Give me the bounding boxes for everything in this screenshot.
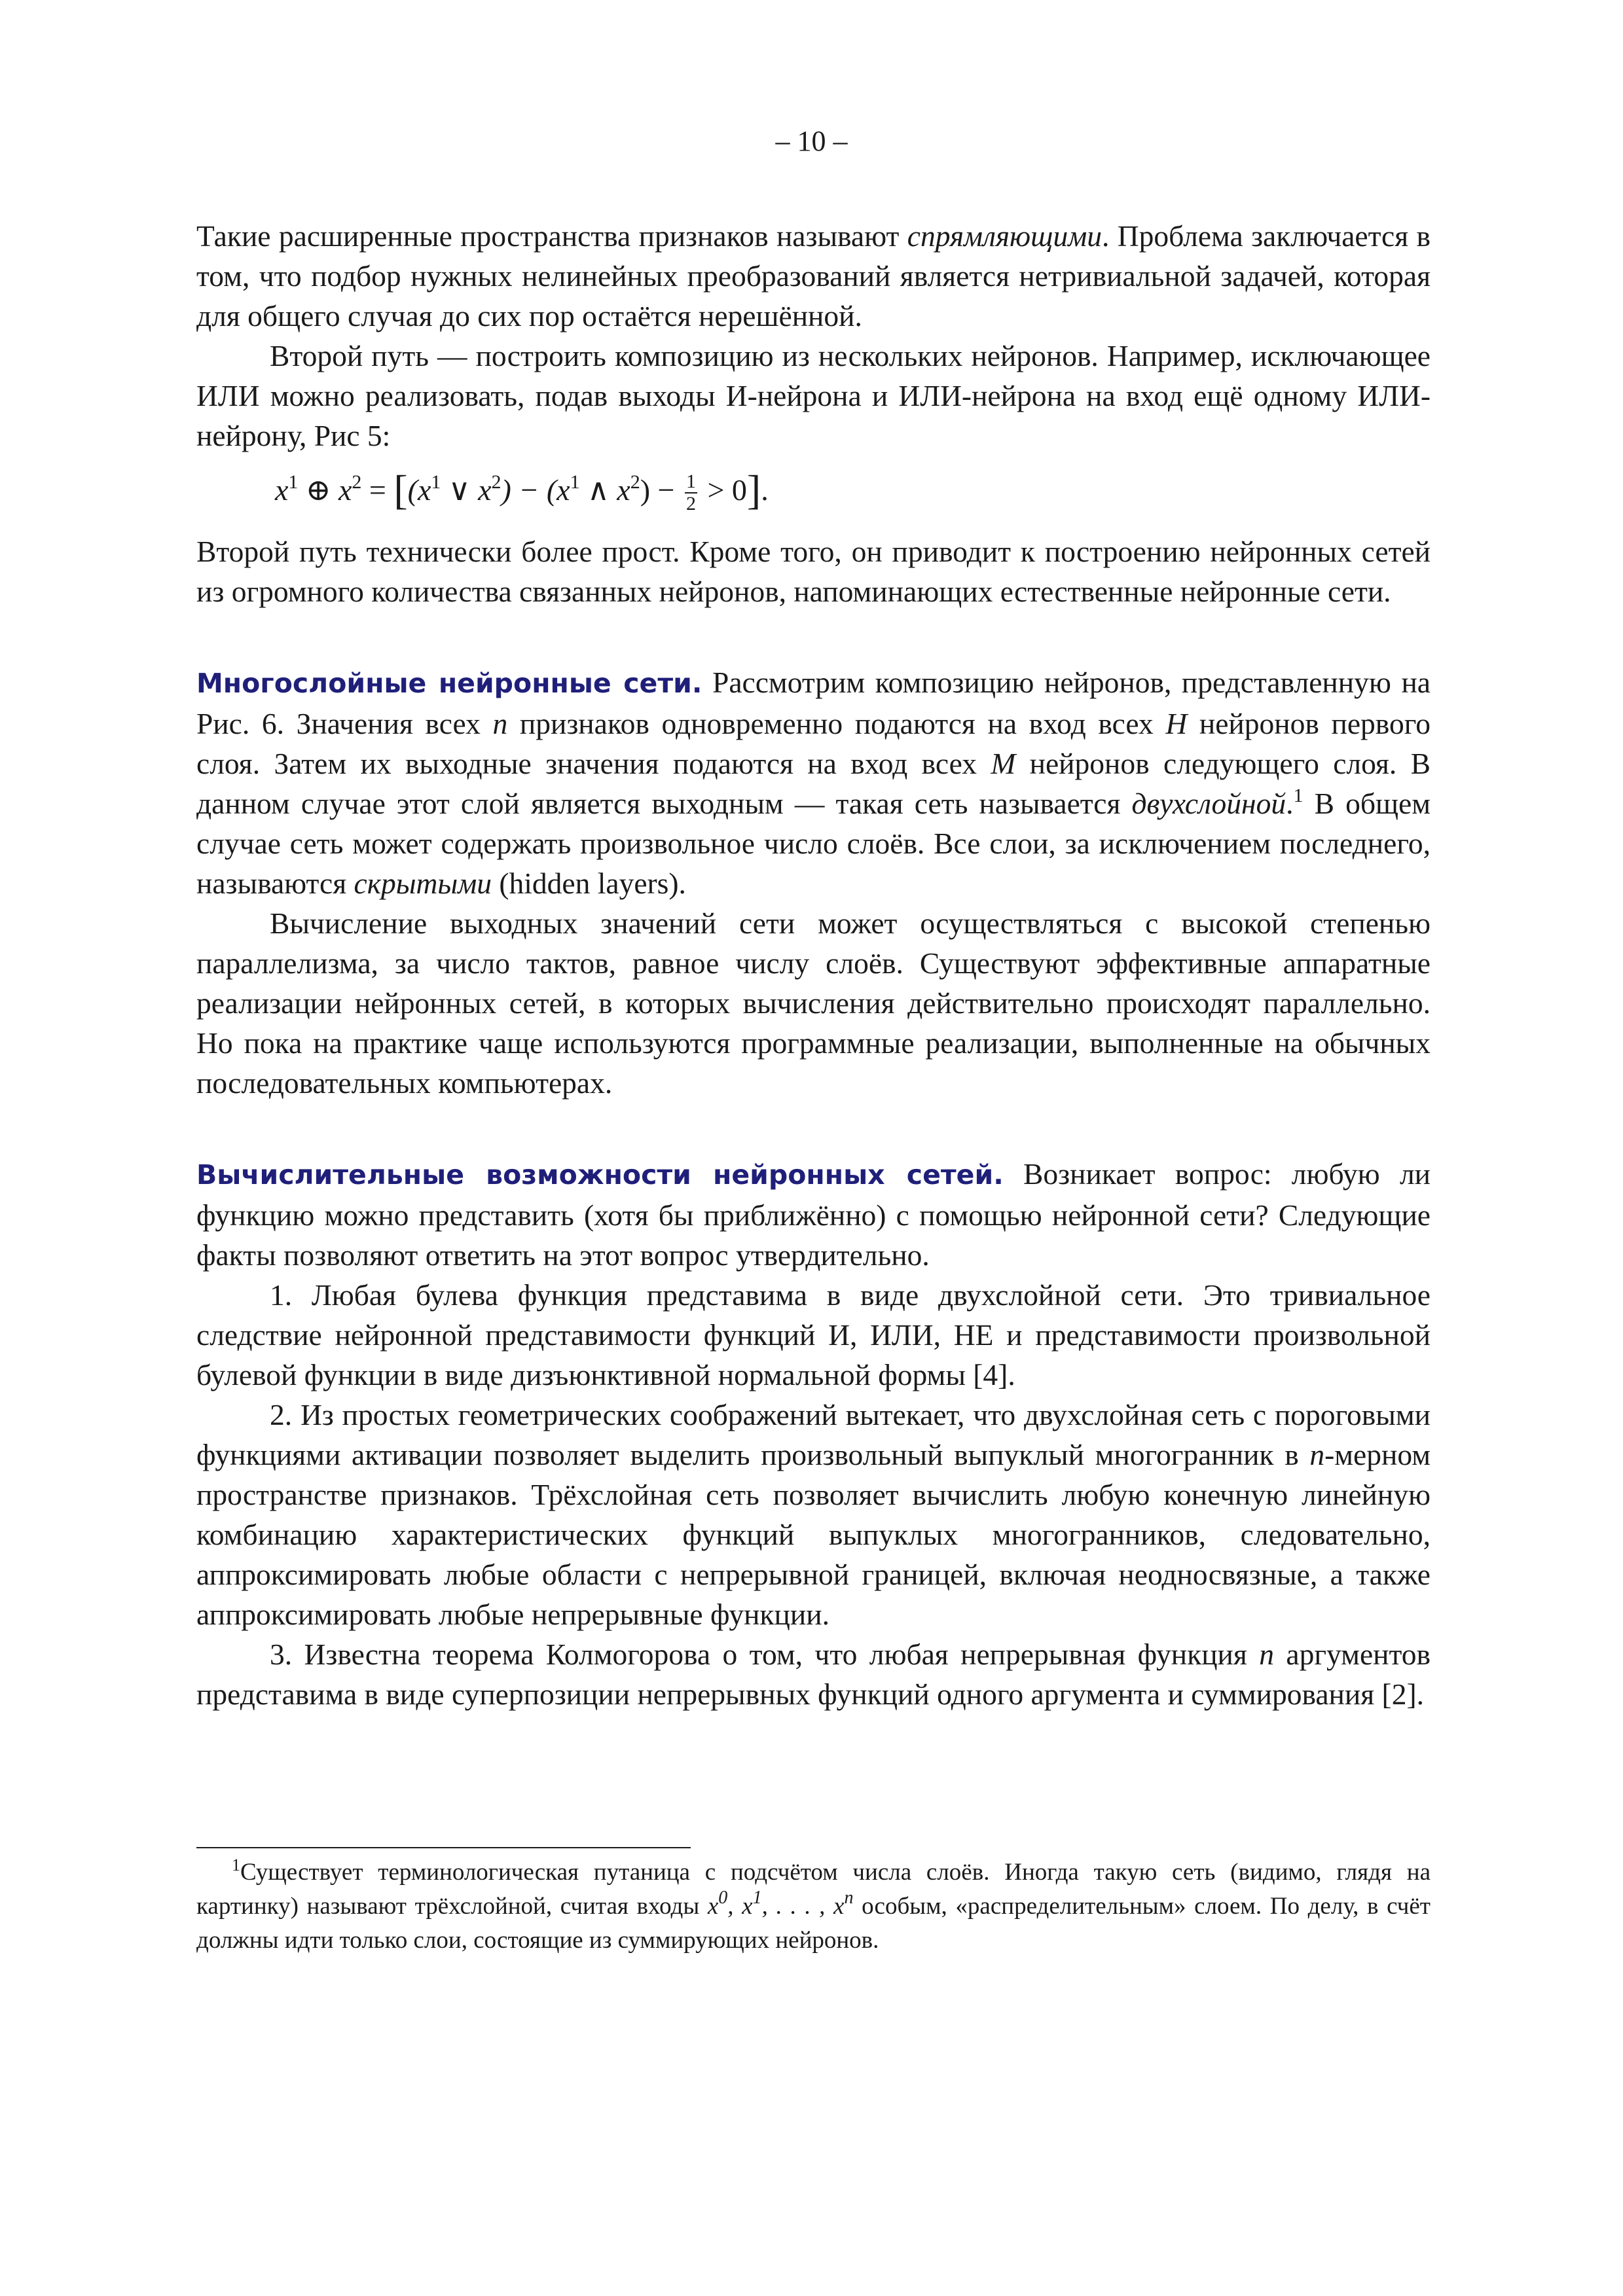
fraction-numerator: 1 [685,471,696,493]
formula-part: ∧ x [579,473,630,507]
formula-part: > 0 [699,473,747,507]
formula-part: x [338,473,352,507]
formula-part: (x [407,473,431,507]
formula-sup: 1 [288,471,299,493]
paragraph-text: Рассмотрим композицию нейронов, представленную на Рис. 6. Значения всех [196,666,1431,741]
math-inline [707,1888,854,1920]
paragraph-capabilities [196,1154,1431,1275]
page-number: – 10 – [775,125,848,157]
paragraph-text: нейронов следующего слоя. В данном случае этот слой является выходным — такая сеть называется [196,747,1431,821]
formula-sup: 1 [752,1888,762,1908]
paragraph-text: . [1286,787,1294,821]
footnote-ref[interactable]: 1 [1293,785,1304,807]
body-text [196,216,1431,1714]
formula-sup: 2 [630,471,640,493]
formula-sup: 1 [570,471,580,493]
formula-sup: 2 [491,471,501,493]
formula-sup: 2 [352,471,362,493]
paragraph-text: признаков одновременно подаются на вход всех [507,707,1166,741]
formula-part: ) − (x [501,473,570,507]
formula-sup: 0 [718,1888,728,1908]
formula-part: x [707,1893,719,1920]
list-item: 1. Любая булева функция представима в виде двухслойной сети. Это тривиальное следствие нейронной представимости функций И, ИЛИ, НЕ и представимости произвольной булевой функции в виде дизъюнктивной нормальной формы [4]. [196,1278,1431,1392]
formula-sup: 1 [431,471,441,493]
math-var: n [492,707,508,741]
formula-sup: n [844,1888,854,1908]
paragraph-rectifying-spaces [196,216,1431,336]
paragraph-second-way: Второй путь — построить композицию из нескольких нейронов. Например, исключающее ИЛИ можно реализовать, подав выходы И-нейрона и ИЛИ-нейрона на вход ещё одному ИЛИ-нейрону, Рис 5: [196,339,1431,452]
emphasis-term: спрямляющими [907,219,1103,253]
section-heading-multilayer: Многослойные нейронные сети. [196,668,702,700]
formula-part: ∨ x [441,473,492,507]
formula-fraction [685,471,697,514]
paragraph-multilayer [196,662,1431,903]
formula-part: , . . . , x [761,1893,845,1920]
math-var: n [1309,1438,1325,1472]
paragraph-text: нейронов первого слоя. Затем их выходные значения подаются на вход всех [196,707,1431,781]
paragraph-parallel: Вычисление выходных значений сети может осуществляться с высокой степенью параллелизма, за число тактов, равное числу слоёв. Существуют эффективные аппаратные реализации нейронных сетей, в которых вычисления действительно происходят параллельно. Но пока на практике чаще используются программные реализации, выполненные на обычных последовательных компьютерах. [196,906,1431,1100]
paragraph-text: 3. Известна теорема Колмогорова о том, что любая непрерывная функция [270,1638,1260,1672]
formula-part: ) − [640,473,682,507]
paragraph-technically-simpler: Второй путь технически более прост. Кроме того, он приводит к построению нейронных сетей из огромного количества связанных нейронов, напоминающих естественные нейронные сети. [196,535,1431,609]
emphasis-term: двухслойной [1131,787,1286,821]
formula-part: , x [727,1893,753,1920]
paragraph-text: 2. Из простых геометрических соображений вытекает, что двухслойная сеть с пороговыми функциями активации позволяет выделить произвольный выпуклый многогранник в [196,1398,1431,1472]
paragraph-text: -мерном пространстве признаков. Трёхслойная сеть позволяет вычислить любую конечную линейную комбинацию характеристических функций выпуклых многогранников, следовательно, аппроксимировать любые области с непрерывной границей, включая неодносвязные, а также аппроксимировать любые непрерывные функции. [196,1438,1431,1632]
paragraph-text: особым, «распределительным» слоем. По делу, в счёт должны идти только слои, состоящие из суммирующих нейронов. [196,1893,1431,1954]
list-item [196,1395,1431,1634]
paragraph-text: аргументов представима в виде суперпозиции непрерывных функций одного аргумента и суммирования [2]. [196,1638,1431,1712]
section-heading-capabilities: Вычислительные возможности нейронных сетей. [196,1159,1004,1191]
paragraph-text: Возникает вопрос: любую ли функцию можно представить (хотя бы приближённо) с помощью нейронной сети? Следующие факты позволяют ответить на этот вопрос утвердительно. [196,1157,1431,1272]
xor-formula [275,467,1431,515]
emphasis-term: скрытыми [354,867,492,901]
paragraph-text: . Проблема заключается в том, что подбор нужных нелинейных преобразований является нетривиальной задачей, которая для общего случая до сих пор остаётся нерешённой. [196,219,1431,332]
paragraph-text: Такие расширенные пространства признаков называют [196,219,907,253]
paragraph-text: Существует терминологическая путаница с подсчётом числа слоёв. Иногда такую сеть (видимо, глядя на картинку) называют трёхслойной, считая входы [196,1859,1431,1920]
footnote-mark: 1 [232,1856,240,1874]
math-var: H [1165,707,1188,741]
list-item [196,1634,1431,1714]
footnote-divider [196,1847,691,1848]
formula-part: . [761,473,769,507]
footnote-text [196,1856,1431,1958]
math-var: M [991,747,1016,781]
formula-part: ⊕ [298,473,338,507]
formula-part: = [361,473,394,507]
formula-part: x [275,473,289,507]
paragraph-text: В общем случае сеть может содержать произвольное число слоёв. Все слои, за исключением последнего, называются [196,787,1431,901]
formula-bracket: [ [393,467,408,513]
formula-bracket: ] [746,467,761,513]
paragraph-text: (hidden layers). [492,867,686,901]
math-var: n [1259,1638,1274,1672]
fraction-denominator: 2 [685,493,696,515]
footnote [196,1856,1431,1958]
